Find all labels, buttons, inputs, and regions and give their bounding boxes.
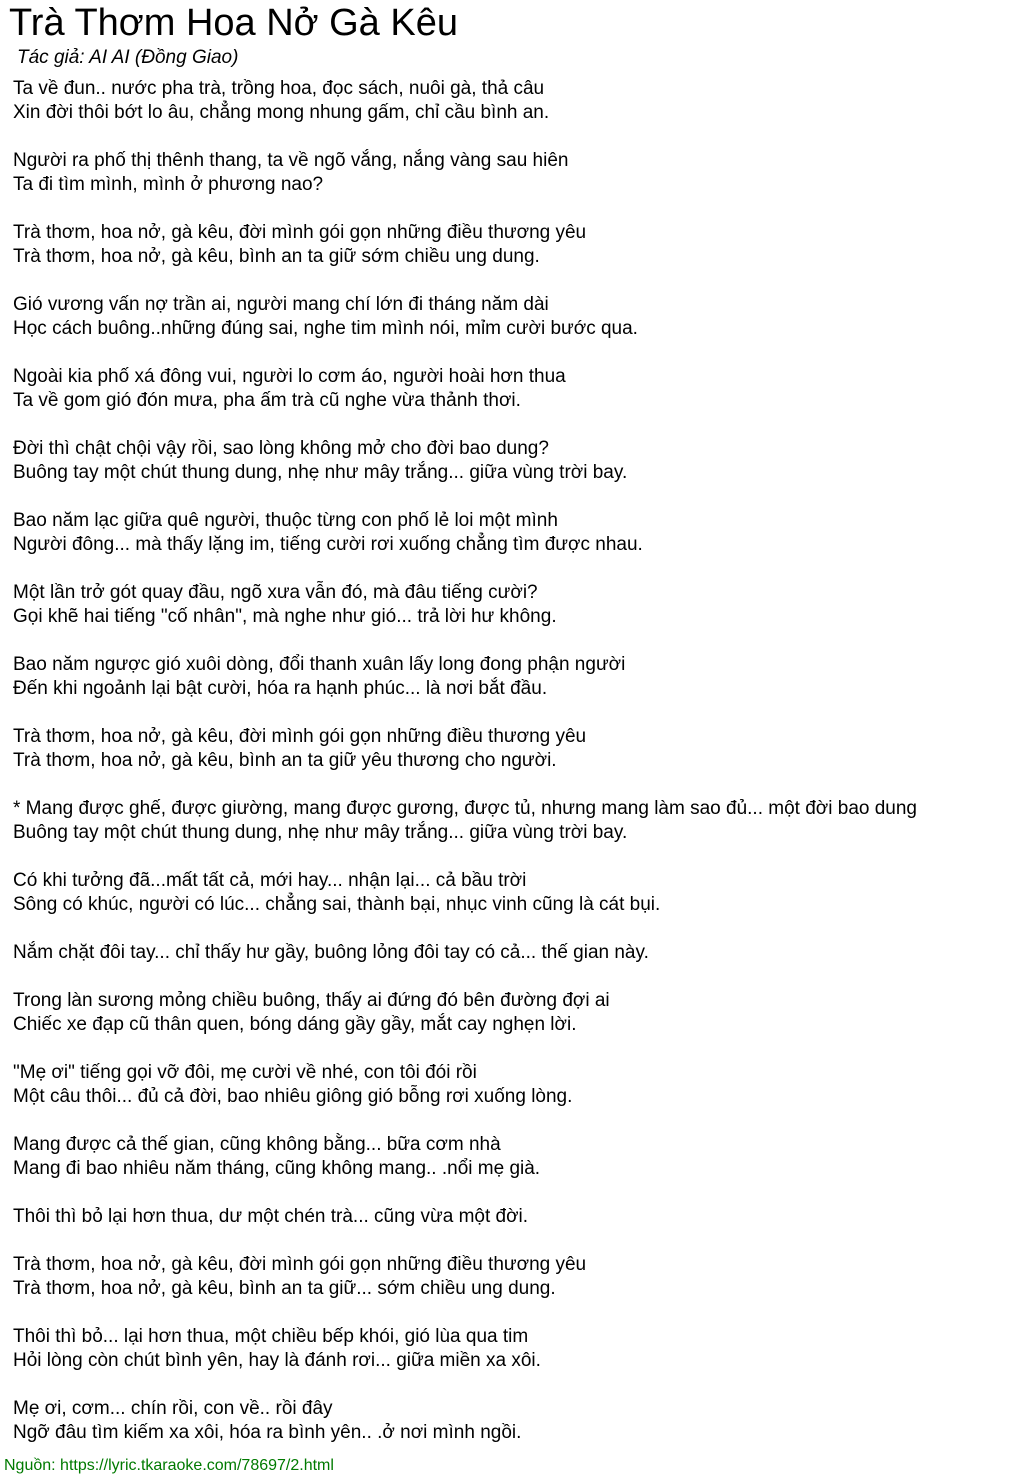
lyric-line: Trà thơm, hoa nở, gà kêu, đời mình gói gọn những điều thương yêu (13, 222, 587, 243)
lyric-line: Học cách buông..những đúng sai, nghe tim mình nói, mỉm cười bước qua. (13, 318, 638, 339)
lyric-line: Một lần trở gót quay đầu, ngõ xưa vẫn đó, mà đâu tiếng cười? (13, 582, 538, 603)
lyric-line: Gió vương vấn nợ trần ai, người mang chí lớn đi tháng năm dài (13, 294, 549, 315)
lyrics-body (13, 77, 1018, 1469)
lyric-line: Mẹ ơi, cơm... chín rồi, con về.. rồi đây (13, 1398, 333, 1419)
lyric-line: Ta đi tìm mình, mình ở phương nao? (13, 174, 324, 195)
lyric-line: Ngỡ đâu tìm kiếm xa xôi, hóa ra bình yên.. .ở nơi mình ngồi. (13, 1422, 522, 1443)
lyric-stanza (13, 1397, 1018, 1445)
lyric-line: Ta về đun.. nước pha trà, trồng hoa, đọc sách, nuôi gà, thả câu (13, 78, 545, 99)
lyric-line: Trà thơm, hoa nở, gà kêu, bình an ta giữ yêu thương cho người. (13, 750, 557, 771)
song-author: Tác giả: AI AI (Đồng Giao) (17, 47, 239, 68)
lyric-stanza (13, 1325, 1018, 1373)
lyric-stanza (13, 1205, 1018, 1229)
lyric-line: Nắm chặt đôi tay... chỉ thấy hư gầy, buông lỏng đôi tay có cả... thế gian này. (13, 942, 649, 963)
lyric-line: Thôi thì bỏ lại hơn thua, dư một chén trà... cũng vừa một đời. (13, 1206, 529, 1227)
lyric-line: Một câu thôi... đủ cả đời, bao nhiêu giông gió bỗng rơi xuống lòng. (13, 1086, 573, 1107)
lyric-line: Bao năm ngược gió xuôi dòng, đổi thanh xuân lấy long đong phận người (13, 654, 626, 675)
lyric-stanza (13, 1133, 1018, 1181)
song-title: Trà Thơm Hoa Nở Gà Kêu (9, 2, 458, 44)
lyric-line: Ngoài kia phố xá đông vui, người lo cơm áo, người hoài hơn thua (13, 366, 566, 387)
lyric-line: Sông có khúc, người có lúc... chẳng sai, thành bại, nhục vinh cũng là cát bụi. (13, 894, 661, 915)
lyric-stanza (13, 1253, 1018, 1301)
lyric-stanza (13, 941, 1018, 965)
lyric-stanza (13, 797, 1018, 845)
source-link[interactable]: Nguồn: https://lyric.tkaraoke.com/78697/2.html (4, 1457, 334, 1474)
lyric-stanza (13, 221, 1018, 269)
lyric-stanza (13, 509, 1018, 557)
lyric-stanza (13, 989, 1018, 1037)
lyric-line: Trong làn sương mỏng chiều buông, thấy ai đứng đó bên đường đợi ai (13, 990, 610, 1011)
lyric-line: Có khi tưởng đã...mất tất cả, mới hay... nhận lại... cả bầu trời (13, 870, 527, 891)
lyric-line: Xin đời thôi bớt lo âu, chẳng mong nhung gấm, chỉ cầu bình an. (13, 102, 550, 123)
lyric-stanza (13, 581, 1018, 629)
lyric-line: Thôi thì bỏ... lại hơn thua, một chiều bếp khói, gió lùa qua tim (13, 1326, 529, 1347)
lyric-line: Hỏi lòng còn chút bình yên, hay là đánh rơi... giữa miền xa xôi. (13, 1350, 541, 1371)
lyric-line: Buông tay một chút thung dung, nhẹ như mây trắng... giữa vùng trời bay. (13, 462, 628, 483)
lyric-stanza (13, 77, 1018, 125)
lyric-stanza (13, 149, 1018, 197)
lyric-line: Trà thơm, hoa nở, gà kêu, đời mình gói gọn những điều thương yêu (13, 726, 587, 747)
lyric-line: Gọi khẽ hai tiếng "cố nhân", mà nghe như gió... trả lời hư không. (13, 606, 557, 627)
lyric-line: Trà thơm, hoa nở, gà kêu, bình an ta giữ sớm chiều ung dung. (13, 246, 540, 267)
lyric-line: Đến khi ngoảnh lại bật cười, hóa ra hạnh phúc... là nơi bắt đầu. (13, 678, 548, 699)
lyric-line: Chiếc xe đạp cũ thân quen, bóng dáng gầy gầy, mắt cay nghẹn lời. (13, 1014, 577, 1035)
lyric-stanza (13, 365, 1018, 413)
lyric-stanza (13, 725, 1018, 773)
lyric-line: Trà thơm, hoa nở, gà kêu, đời mình gói gọn những điều thương yêu (13, 1254, 587, 1275)
lyric-line: Người ra phố thị thênh thang, ta về ngõ vắng, nắng vàng sau hiên (13, 150, 569, 171)
lyric-stanza (13, 437, 1018, 485)
lyric-line: Mang đi bao nhiêu năm tháng, cũng không mang.. .nổi mẹ già. (13, 1158, 541, 1179)
lyric-line: Mang được cả thế gian, cũng không bằng... bữa cơm nhà (13, 1134, 501, 1155)
lyric-line: "Mẹ ơi" tiếng gọi vỡ đôi, mẹ cười về nhé, con tôi đói rồi (13, 1062, 477, 1083)
lyric-line: Bao năm lạc giữa quê người, thuộc từng con phố lẻ loi một mình (13, 510, 558, 531)
lyric-line: Trà thơm, hoa nở, gà kêu, bình an ta giữ... sớm chiều ung dung. (13, 1278, 556, 1299)
lyric-line: * Mang được ghế, được giường, mang được gương, được tủ, nhưng mang làm sao đủ... một đời bao dung (13, 798, 917, 819)
lyric-stanza (13, 1061, 1018, 1109)
lyric-stanza (13, 293, 1018, 341)
lyric-stanza (13, 653, 1018, 701)
lyric-line: Buông tay một chút thung dung, nhẹ như mây trắng... giữa vùng trời bay. (13, 822, 628, 843)
lyric-stanza (13, 869, 1018, 917)
lyric-line: Người đông... mà thấy lặng im, tiếng cười rơi xuống chẳng tìm được nhau. (13, 534, 643, 555)
lyric-line: Đời thì chật chội vậy rồi, sao lòng không mở cho đời bao dung? (13, 438, 549, 459)
lyric-line: Ta về gom gió đón mưa, pha ấm trà cũ nghe vừa thảnh thơi. (13, 390, 521, 411)
